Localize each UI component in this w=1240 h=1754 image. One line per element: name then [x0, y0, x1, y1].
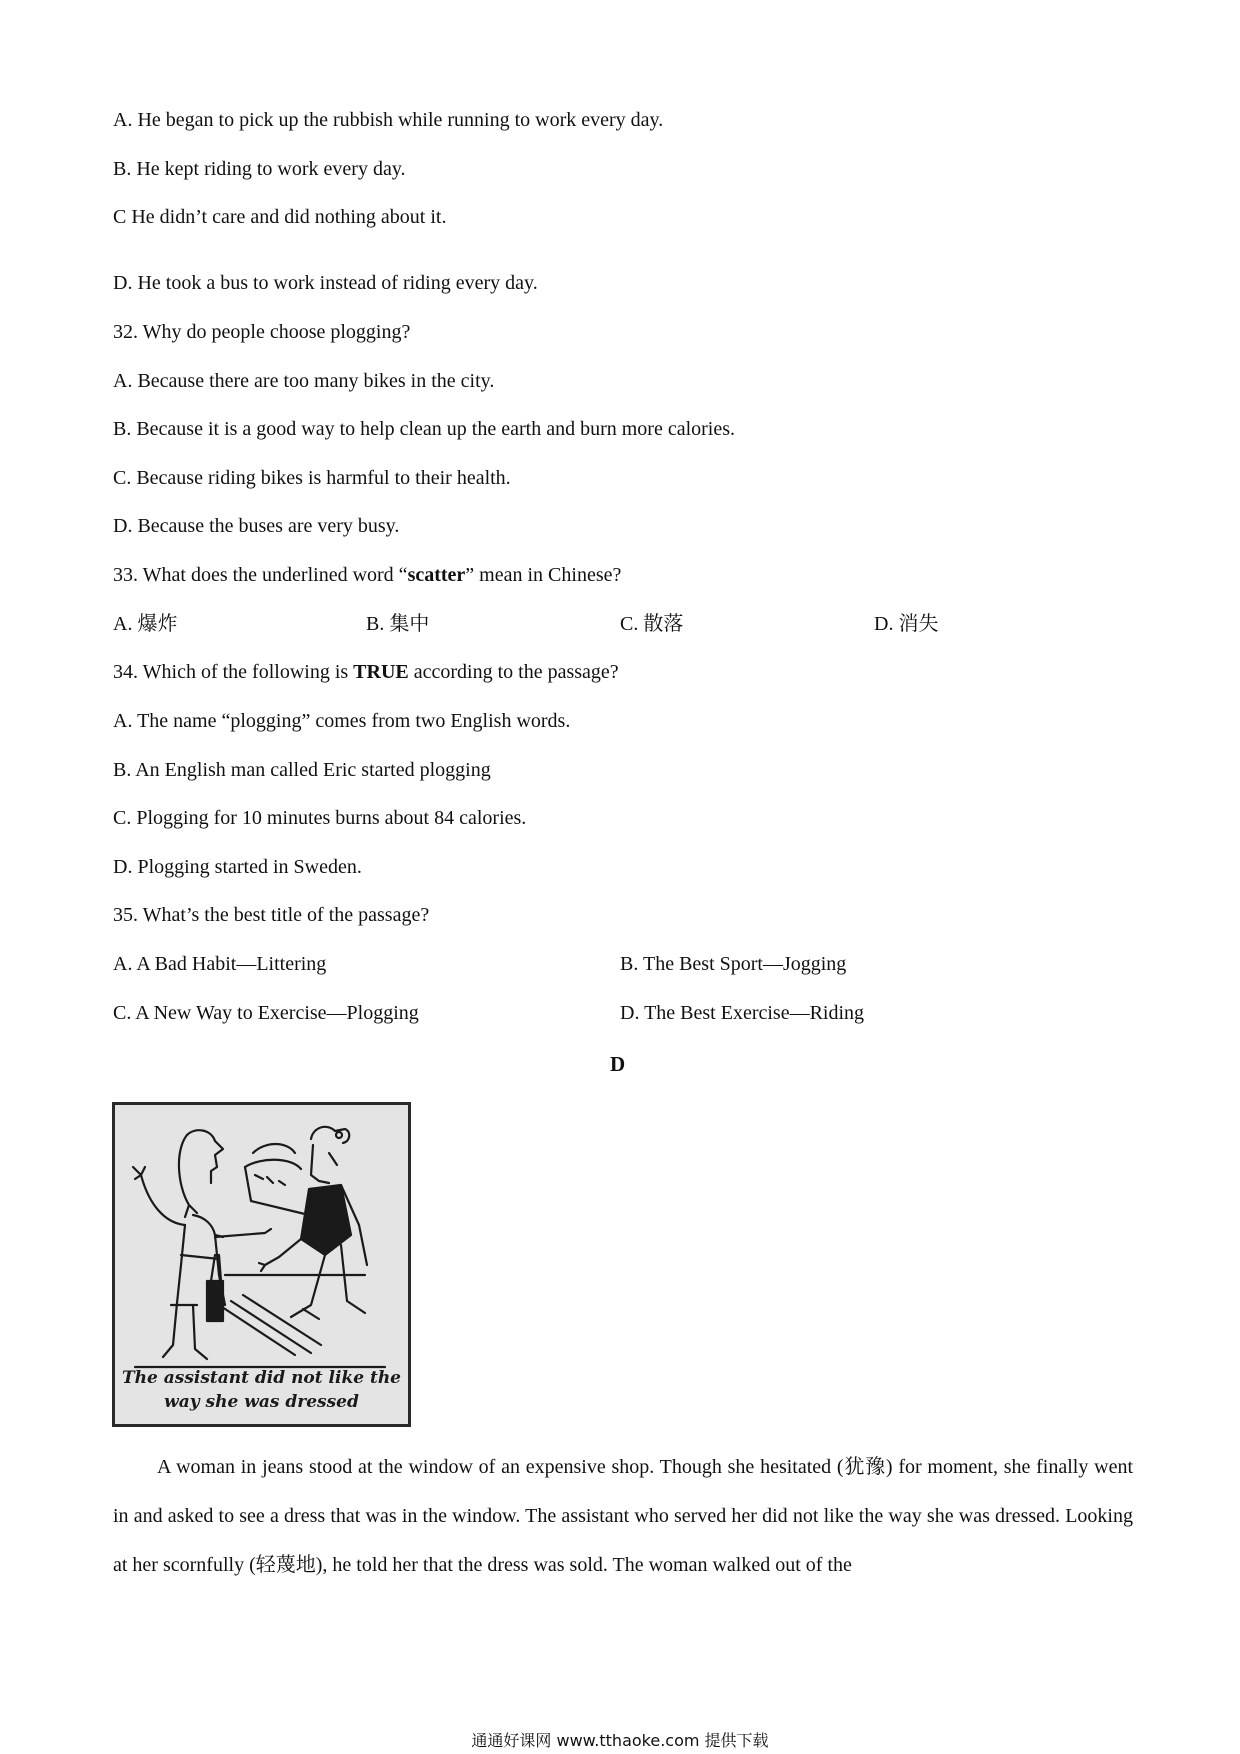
q34-option-a: A. The name “plogging” comes from two English words.: [113, 710, 571, 732]
q32-question: 32. Why do people choose plogging?: [113, 321, 411, 343]
q34-option-d: D. Plogging started in Sweden.: [113, 856, 362, 878]
passage-paragraph: A woman in jeans stood at the window of an expensive shop. Though she hesitated (犹豫) for moment, she finally went in and asked to see a dress that was in the window. The assistant who served her did not like the way she was dressed. Looking at her scornfully (轻蔑地), he told her that the dress was sold. The woman walked out of the: [113, 1456, 1133, 1576]
q33-question-word: scatter: [407, 564, 466, 586]
q34-question-suffix: according to the passage?: [408, 661, 619, 683]
q35-option-b: B. The Best Sport—Jogging: [620, 953, 847, 975]
q35-option-c: C. A New Way to Exercise—Plogging: [113, 1002, 419, 1024]
section-heading: D: [610, 1052, 626, 1076]
q34-question-word: TRUE: [353, 661, 409, 683]
cartoon-illustration: [112, 1102, 411, 1427]
q31-option-d: D. He took a bus to work instead of riding every day.: [113, 272, 538, 294]
q34-question-prefix: 34. Which of the following is: [113, 661, 354, 683]
passage-d: [113, 1443, 1133, 1590]
q34-option-b: B. An English man called Eric started plogging: [113, 759, 491, 781]
q31-option-c: C He didn’t care and did nothing about it.: [113, 206, 447, 228]
q33-option-a: A. 爆炸: [113, 613, 178, 635]
q35-question: 35. What’s the best title of the passage?: [113, 904, 430, 926]
q34-option-c: C. Plogging for 10 minutes burns about 84 calories.: [113, 807, 527, 829]
q33-question-suffix: ” mean in Chinese?: [465, 564, 622, 586]
q31-option-b: B. He kept riding to work every day.: [113, 158, 406, 180]
q32-option-b: B. Because it is a good way to help clean up the earth and burn more calories.: [113, 418, 736, 440]
q32-option-a: A. Because there are too many bikes in the city.: [113, 370, 495, 392]
q34-question: [113, 660, 619, 684]
q33-option-c: C. 散落: [620, 613, 684, 635]
q35-option-a: A. A Bad Habit—Littering: [113, 953, 327, 975]
q33-option-d: D. 消失: [874, 613, 939, 635]
q32-option-c: C. Because riding bikes is harmful to their health.: [113, 467, 511, 489]
q33-question: [113, 563, 621, 587]
q35-option-d: D. The Best Exercise—Riding: [620, 1002, 865, 1024]
cartoon-caption: The assistant did not like the way she was dressed: [121, 1368, 401, 1412]
q32-option-d: D. Because the buses are very busy.: [113, 515, 400, 537]
q33-question-prefix: 33. What does the underlined word “: [113, 564, 408, 586]
q31-option-a: A. He began to pick up the rubbish while running to work every day.: [113, 109, 664, 131]
q33-option-b: B. 集中: [366, 613, 430, 635]
page-footer: 通通好课网 www.tthaoke.com 提供下载: [471, 1731, 769, 1750]
